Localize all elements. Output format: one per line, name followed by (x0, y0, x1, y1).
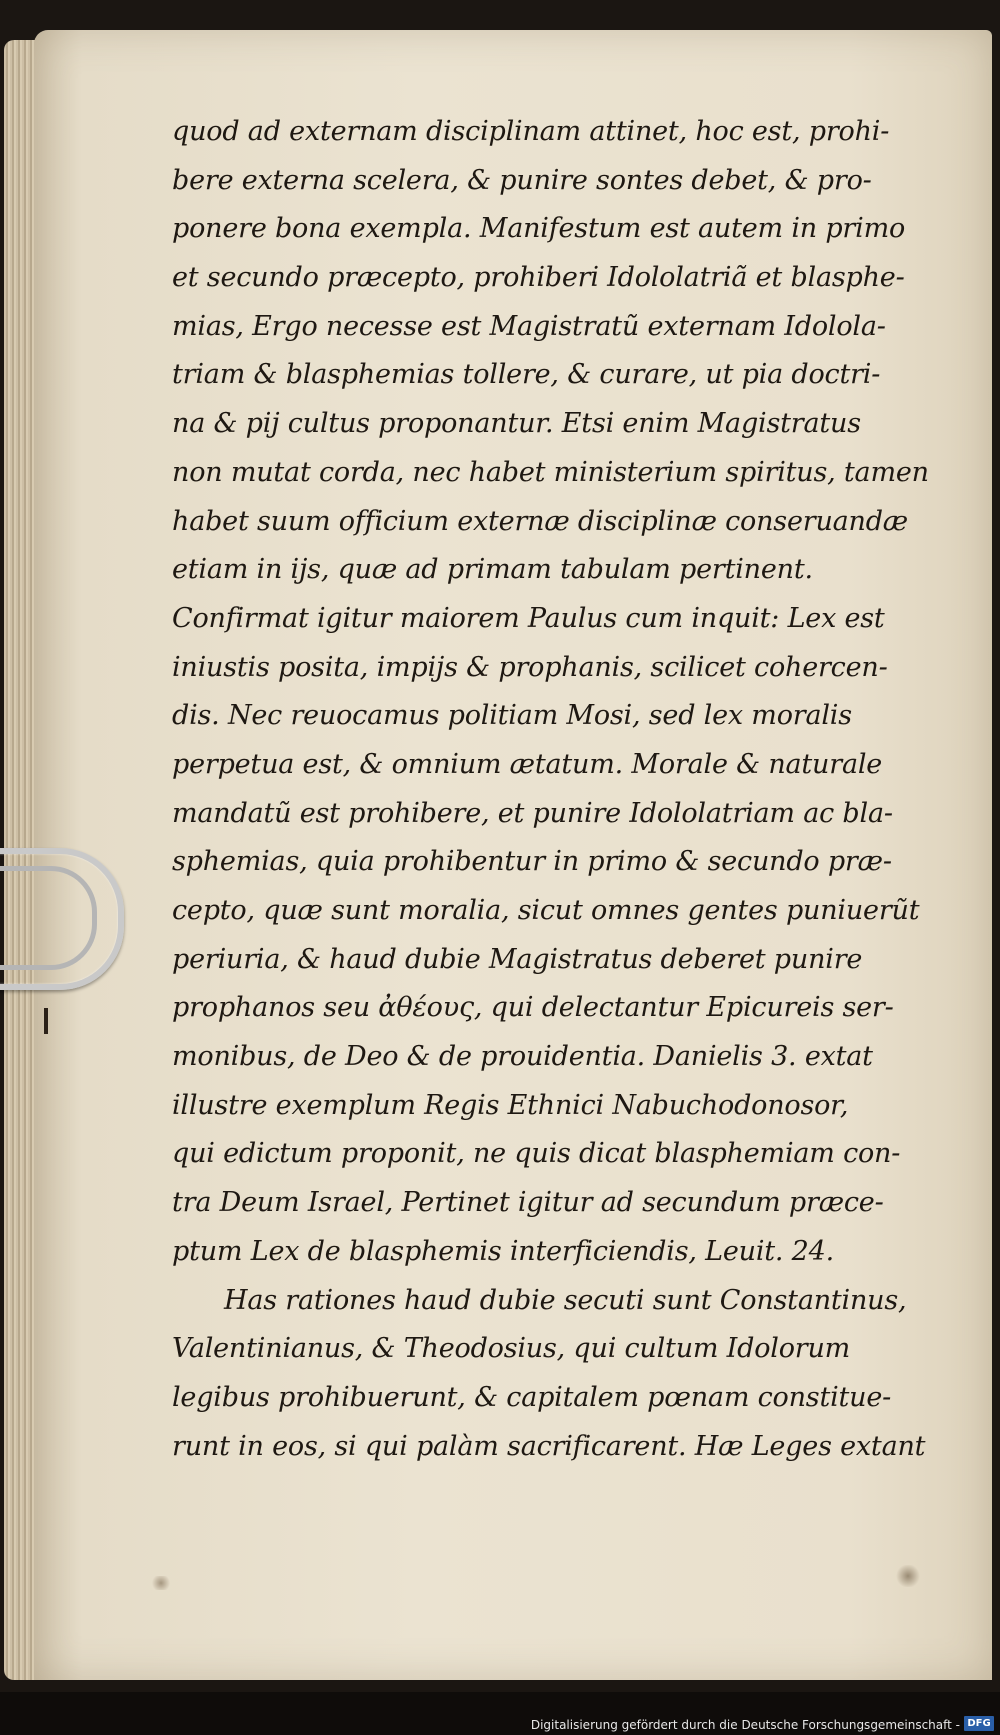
text-line: dis. Nec reuocamus politiam Mosi, sed lex moralis (172, 700, 852, 732)
text-line: Valentinianus, & Theodosius, qui cultum Idolorum (172, 1333, 851, 1365)
text-line: Has rationes haud dubie secuti sunt Constantinus, (224, 1284, 907, 1316)
text-line: na & pij cultus proponantur. Etsi enim Magistratus (172, 408, 861, 440)
text-line: legibus prohibuerunt, & capitalem pœnam constitue- (172, 1381, 892, 1413)
text-line: non mutat corda, nec habet ministerium spiritus, tamen (172, 456, 929, 488)
text-line: qui edictum proponit, ne quis dicat blasphemiam con- (172, 1138, 901, 1170)
margin-mark (44, 1008, 48, 1034)
text-line: cepto, quæ sunt moralia, sicut omnes gentes puniuerũt (172, 895, 920, 926)
page-text (172, 108, 962, 1471)
text-line: prophanos seu ἀθέους, qui delectantur Epicureis ser- (172, 992, 894, 1024)
paper-clip-inner-icon (0, 866, 97, 970)
text-line: tra Deum Israel, Pertinet igitur ad secundum præce- (172, 1187, 884, 1219)
text-line: monibus, de Deo & de prouidentia. Danielis 3. extat (172, 1041, 873, 1073)
text-line: illustre exemplum Regis Ethnici Nabuchodonosor, (172, 1089, 849, 1121)
text-line: habet suum officium externæ disciplinæ conseruandæ (172, 505, 908, 537)
text-line: mias, Ergo necesse est Magistratũ externam Idolola- (172, 310, 886, 342)
text-line: Confirmat igitur maiorem Paulus cum inquit: Lex est (172, 602, 885, 634)
text-line: perpetua est, & omnium ætatum. Morale & naturale (172, 748, 883, 780)
text-line: bere externa scelera, & punire sontes debet, & pro- (172, 164, 872, 196)
text-line: etiam in ijs, quæ ad primam tabulam pertinent. (172, 554, 813, 586)
text-line: iniustis posita, impijs & prophanis, scilicet cohercen- (172, 651, 888, 683)
text-line: ponere bona exempla. Manifestum est autem in primo (172, 213, 906, 245)
text-line: et secundo præcepto, prohiberi Idololatriã et blasphe- (172, 262, 905, 294)
digitization-credit: Digitalisierung gefördert durch die Deutsche Forschungsgemeinschaft - (530, 1718, 960, 1732)
text-line: quod ad externam disciplinam attinet, hoc est, prohi- (172, 116, 890, 147)
text-line: runt in eos, si qui palàm sacrificarent. Hæ Leges extant (172, 1430, 926, 1462)
page-smudge (895, 1565, 921, 1587)
text-line: triam & blasphemias tollere, & curare, ut pia doctri- (172, 359, 881, 391)
dfg-logo: DFG (964, 1716, 994, 1731)
text-line: sphemias, quia prohibentur in primo & secundo præ- (172, 846, 892, 878)
text-line: ptum Lex de blasphemis interficiendis, Leuit. 24. (172, 1235, 835, 1267)
text-line: periuria, & haud dubie Magistratus deberet punire (172, 943, 863, 975)
page-smudge (150, 1576, 172, 1590)
text-line: mandatũ est prohibere, et punire Idololatriam ac bla- (172, 797, 893, 829)
